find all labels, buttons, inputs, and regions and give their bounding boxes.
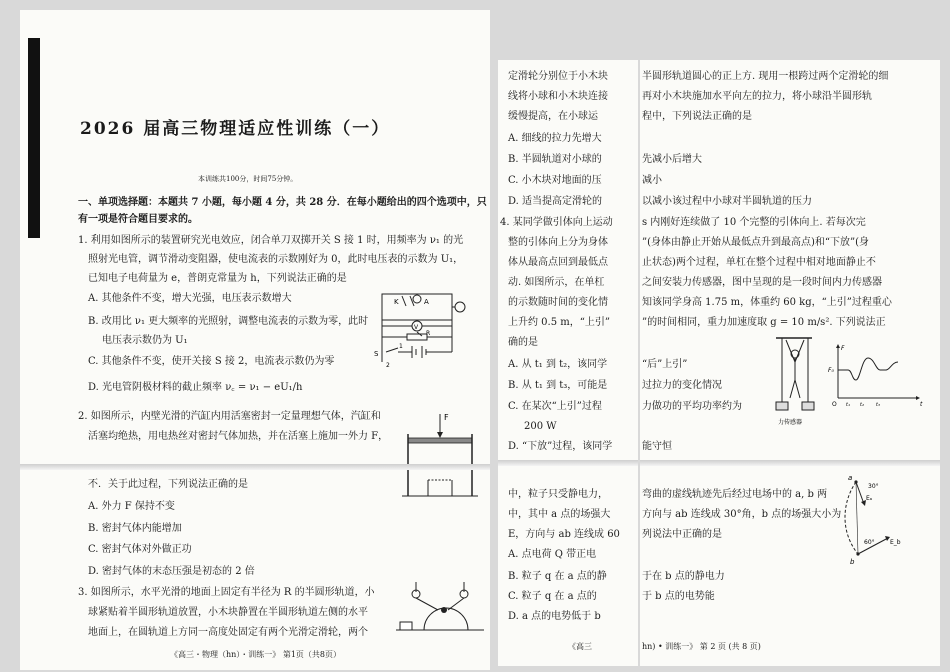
q5-right-line-2: 方向与 ab 连线成 30°角，b 点的场强大小为 — [642, 509, 842, 520]
q5-line-2: 中，其中 a 点的场强大 — [508, 509, 611, 520]
q3-option-d: D. 适当提高定滑轮的 — [508, 196, 603, 207]
page-2-footer-right: hn) • 训练一》 第 2 页 (共 8 页) — [642, 642, 761, 651]
q5-option-c: C. 粒子 q 在 a 点的 — [508, 591, 597, 602]
photoelectric-circuit-figure — [372, 282, 472, 372]
q3-right-line-3: 程中，下列说法正确的是 — [642, 111, 752, 122]
exam-page-1 — [20, 10, 490, 670]
exam-title: 2026 届高三物理适应性训练（一） — [80, 119, 391, 139]
angle-60: 60° — [864, 539, 875, 546]
label-V: V — [414, 324, 419, 331]
angle-30: 30° — [868, 483, 879, 490]
label-1: 1 — [399, 343, 403, 350]
axis-O: O — [832, 401, 837, 408]
q4-line-1: 4. 某同学做引体向上运动 — [500, 217, 613, 228]
page-1-footer: 《高三・物理（hn）・训练一》 第1页（共8页） — [170, 650, 342, 659]
label-F: F — [444, 413, 449, 422]
axis-F: F — [841, 345, 845, 352]
label-K: K — [394, 298, 399, 306]
q5-right-option-d: 于 b 点的电势能 — [642, 591, 715, 602]
q1-option-d: D. 光电管阴极材料的截止频率 ν꜀ = ν₁ − eU₁/h — [88, 382, 303, 393]
label-Ea: Eₐ — [866, 495, 873, 502]
q4-option-d: D. “下放”过程，该同学 — [508, 441, 613, 452]
axis-F0: F₀ — [828, 367, 834, 374]
exam-page-2-left-column — [498, 60, 638, 666]
q2-option-c: C. 密封气体对外做正功 — [88, 544, 192, 555]
q5-line-3: E，方向与 ab 连线成 60 — [508, 529, 620, 540]
q4-option-b: B. 从 t₁ 到 t₃，可能是 — [508, 380, 608, 391]
q3-option-b: B. 半圆轨道对小球的 — [508, 154, 602, 165]
tick-t2: t₂ — [860, 402, 864, 408]
q3-right-line-1: 半圆形轨道圆心的正上方. 现用一根跨过两个定滑轮的细 — [642, 71, 889, 82]
tick-t3: t₃ — [876, 402, 880, 408]
exam-info: 本训练共100分，时间75分钟。 — [198, 175, 298, 183]
q4-right-line-3: 止状态)两个过程，单杠在整个过程中相对地面静止不 — [642, 257, 876, 268]
field-trajectory-figure — [836, 472, 936, 568]
q2-line-3: 不．关于此过程，下列说法正确的是 — [88, 479, 248, 490]
q4-right-line-5: 知该同学身高 1.75 m，体重约 60 kg，“上引”过程重心 — [642, 297, 892, 308]
q3-right-option-b: 先减小后增大 — [642, 154, 702, 165]
q4-line-4: 动. 如图所示，在单杠 — [508, 277, 605, 288]
pull-up-figure — [768, 332, 936, 432]
point-b: b — [850, 558, 855, 566]
q2-option-a: A. 外力 F 保持不变 — [88, 501, 175, 512]
section-heading-2: 有一项是符合题目要求的。 — [78, 214, 198, 225]
section-heading-1: 一、单项选择题：本题共 7 小题，每小题 4 分，共 28 分．在每小题给出的四个选项中，只 — [78, 197, 487, 208]
q5-line-1: 中，粒子只受静电力， — [508, 489, 608, 500]
q3-cont-line-3: 缓慢提高，在小球运 — [508, 111, 598, 122]
page-fold-shadow — [640, 460, 940, 466]
cylinder-piston-figure — [400, 408, 480, 498]
q4-right-line-4: 之间安装力传感器，图中呈现的是一段时间内力传感器 — [642, 277, 882, 288]
point-a: a — [848, 474, 853, 482]
q1-line-1: 1. 利用如图所示的装置研究光电效应，闭合单刀双掷开关 S 接 1 时，用频率为 ν₁ 的光 — [78, 235, 464, 246]
q3-right-option-d: 以减小该过程中小球对半圆轨道的压力 — [642, 196, 812, 207]
q4-line-5: 的示数随时间的变化情 — [508, 297, 608, 308]
semicircle-track-figure — [394, 578, 486, 636]
binding-mark — [28, 38, 40, 238]
q1-line-3: 已知电子电荷量为 e，普朗克常量为 h，下列说法正确的是 — [88, 273, 347, 284]
q2-option-d: D. 密封气体的末态压强是初态的 2 倍 — [88, 566, 255, 577]
label-R: R — [426, 330, 431, 337]
q1-line-2: 照射光电管，调节滑动变阻器，使电流表的示数刚好为 0，此时电压表的示数为 U₁， — [88, 254, 464, 265]
q3-option-c: C. 小木块对地面的压 — [508, 175, 602, 186]
tick-t1: t₁ — [846, 402, 850, 408]
exam-page-2-right-column — [640, 60, 940, 666]
label-S: S — [374, 350, 379, 358]
axis-t: t — [920, 401, 923, 408]
q1-option-b-2: 电压表示数仍为 U₁ — [102, 335, 188, 346]
q3-line-1: 3. 如图所示，水平光滑的地面上固定有半径为 R 的半圆形轨道，小 — [78, 587, 375, 598]
label-Eb: E_b — [890, 539, 901, 546]
q1-option-b-1: B. 改用比 ν₁ 更大频率的光照射，调整电流表的示数为零，此时 — [88, 316, 369, 327]
q4-right-line-1: s 内刚好连续做了 10 个完整的引体向上. 若每次完 — [642, 217, 866, 228]
q4-line-3: 体从最高点回到最低点 — [508, 257, 608, 268]
q1-option-c: C. 其他条件不变，使开关接 S 接 2，电流表示数仍为零 — [88, 356, 335, 367]
q3-cont-line-1: 定滑轮分别位于小木块 — [508, 71, 608, 82]
q1-option-a: A. 其他条件不变，增大光强，电压表示数增大 — [88, 293, 292, 304]
q5-right-line-3: 列说法中正确的是 — [642, 529, 722, 540]
sensor-label: 力传感器 — [778, 419, 803, 426]
q4-right-line-6: ”的时间相同，重力加速度取 g = 10 m/s². 下列说法正 — [642, 317, 886, 328]
q4-right-option-b: 过拉力的变化情况 — [642, 380, 722, 391]
q5-option-d: D. a 点的电势低于 b — [508, 611, 601, 622]
q3-line-3: 地面上，在圆轨道上方同一高度处固定有两个光滑定滑轮，两个 — [88, 627, 368, 638]
q3-line-2: 球紧贴着半圆形轨道放置，小木块静置在半圆形轨道左侧的水平 — [88, 607, 368, 618]
q2-option-b: B. 密封气体内能增加 — [88, 523, 182, 534]
q4-right-line-2: ”(身体由静止开始从最低点升到最高点)和“下放”(身 — [642, 237, 870, 248]
page-2-footer-left: 《高三 — [568, 642, 592, 651]
q4-option-a: A. 从 t₁ 到 t₂，该同学 — [508, 359, 608, 370]
q4-line-7: 确的是 — [508, 337, 538, 348]
q3-right-line-2: 再对小木块施加水平向左的拉力，将小球沿半圆形轨 — [642, 91, 872, 102]
q4-option-c-2: 200 W — [524, 421, 557, 432]
q4-option-c-1: C. 在某次“上引”过程 — [508, 401, 602, 412]
q4-right-option-c: 力做功的平均功率约为 — [642, 401, 742, 412]
q5-option-b: B. 粒子 q 在 a 点的静 — [508, 571, 607, 582]
q4-line-6: 上升约 0.5 m，“上引” — [508, 317, 610, 328]
q5-right-option-b: 于在 b 点的静电力 — [642, 571, 725, 582]
q4-right-option-d: 能守恒 — [642, 441, 672, 452]
page-fold-shadow — [498, 460, 638, 466]
q5-option-a: A. 点电荷 Q 带正电 — [508, 549, 597, 560]
page-fold-shadow — [20, 464, 490, 470]
label-2: 2 — [386, 362, 390, 369]
q4-line-2: 整的引体向上分为身体 — [508, 237, 608, 248]
q3-option-a: A. 细线的拉力先增大 — [508, 133, 602, 144]
q2-line-1: 2. 如图所示，内壁光滑的汽缸内用活塞密封一定量理想气体，汽缸和 — [78, 411, 381, 422]
q3-cont-line-2: 线将小球和小木块连接 — [508, 91, 608, 102]
q3-right-option-c: 减小 — [642, 175, 662, 186]
q2-line-2: 活塞均绝热，用电热丝对密封气体加热，并在活塞上施加一外力 F， — [88, 431, 389, 442]
q4-right-option-a: “后”上引” — [642, 359, 688, 370]
label-A: A — [424, 298, 429, 306]
q5-right-line-1: 弯曲的虚线轨迹先后经过电场中的 a, b 两 — [642, 489, 828, 500]
